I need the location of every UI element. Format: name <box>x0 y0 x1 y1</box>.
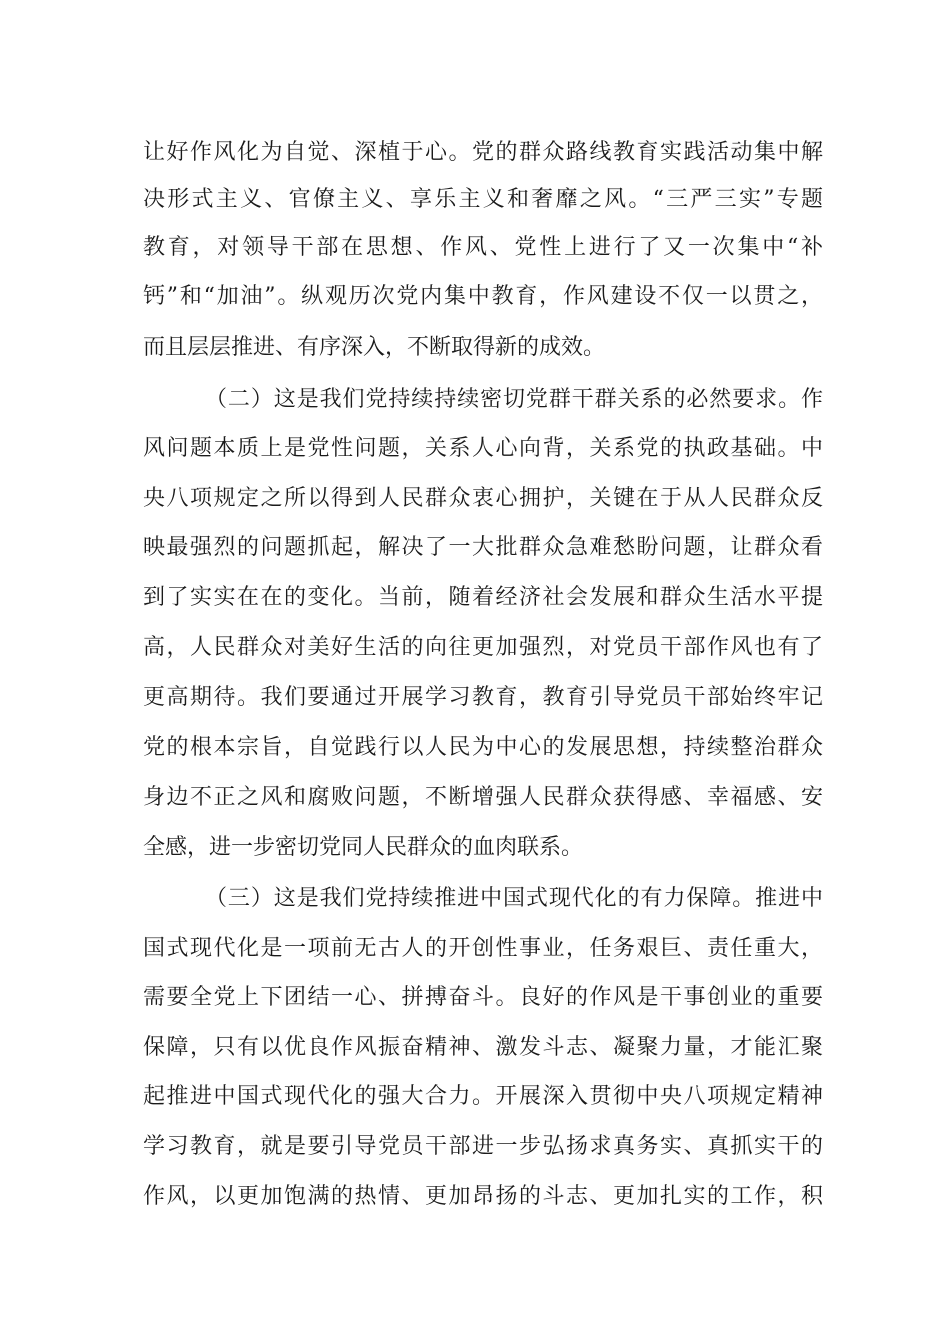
paragraph-heading-line: （三）这是我们党持续推进中国式现代化的有力保障。推进中 <box>205 886 823 911</box>
text-line: 党的根本宗旨，自觉践行以人民为中心的发展思想，持续整治群众 <box>143 735 823 760</box>
text-line: 全感，进一步密切党同人民群众的血肉联系。 <box>143 835 584 860</box>
text-line: 教育，对领导干部在思想、作风、党性上进行了又一次集中“补 <box>143 235 823 260</box>
text-line: 保障，只有以优良作风振奋精神、激发斗志、凝聚力量，才能汇聚 <box>143 1035 823 1060</box>
text-line: 身边不正之风和腐败问题，不断增强人民群众获得感、幸福感、安 <box>143 785 823 810</box>
text-line: 更高期待。我们要通过开展学习教育，教育引导党员干部始终牢记 <box>143 685 823 710</box>
text-line: 而且层层推进、有序深入，不断取得新的成效。 <box>143 335 606 360</box>
text-line: 映最强烈的问题抓起，解决了一大批群众急难愁盼问题，让群众看 <box>143 535 823 560</box>
text-line: 学习教育，就是要引导党员干部进一步弘扬求真务实、真抓实干的 <box>143 1134 823 1159</box>
text-line: 作风，以更加饱满的热情、更加昂扬的斗志、更加扎实的工作，积 <box>143 1184 823 1209</box>
text-line: 需要全党上下团结一心、拼搏奋斗。良好的作风是干事创业的重要 <box>143 985 823 1010</box>
text-line: 国式现代化是一项前无古人的开创性事业，任务艰巨、责任重大， <box>143 936 823 961</box>
text-line: 决形式主义、官僚主义、享乐主义和奢靡之风。“三严三实”专题 <box>143 187 823 212</box>
text-line: 风问题本质上是党性问题，关系人心向背，关系党的执政基础。中 <box>143 436 823 461</box>
paragraph-heading-line: （二）这是我们党持续持续密切党群干群关系的必然要求。作 <box>205 387 823 412</box>
text-line: 钙”和“加油”。纵观历次党内集中教育，作风建设不仅一以贯之， <box>143 284 823 309</box>
text-line: 高，人民群众对美好生活的向往更加强烈，对党员干部作风也有了 <box>143 635 823 660</box>
text-line: 起推进中国式现代化的强大合力。开展深入贯彻中央八项规定精神 <box>143 1084 823 1109</box>
text-line: 让好作风化为自觉、深植于心。党的群众路线教育实践活动集中解 <box>143 140 823 165</box>
text-line: 到了实实在在的变化。当前，随着经济社会发展和群众生活水平提 <box>143 585 823 610</box>
text-line: 央八项规定之所以得到人民群众衷心拥护，关键在于从人民群众反 <box>143 486 823 511</box>
